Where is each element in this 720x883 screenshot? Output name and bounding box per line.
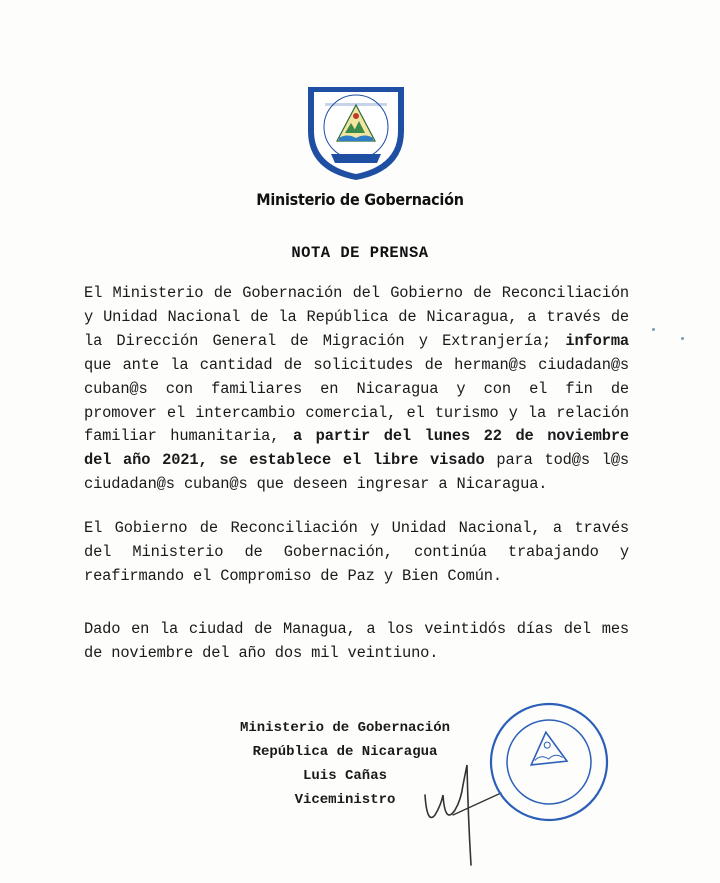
paragraph-text: que ante la cantidad de solicitudes de herman@s ciudadan@s cuban@s con familiares en Nicaragua y con el fin de promover el intercambio comercial, el turismo y la relación familiar humanitaria, [84, 355, 629, 446]
signature-line: Ministerio de Gobernación [239, 720, 451, 736]
scan-speck [681, 337, 684, 340]
paragraph-government: El Gobierno de Reconciliación y Unidad Nacional, a través del Ministerio de Gobernación, continúa trabajando y reafirmando el Compromiso de Paz y Bien Común. [84, 519, 629, 585]
signature-line: Luis Cañas [302, 768, 387, 784]
paragraph-date: Dado en la ciudad de Managua, a los veintidós días del mes de noviembre del año dos mil veintiuno. [84, 620, 629, 662]
paragraph-text: El Ministerio de Gobernación del Gobierno de Reconciliación y Unidad Nacional de la República de Nicaragua, a través de la Dirección General de Migración y Extranjería; [84, 284, 629, 350]
signature-line: República de Nicaragua [252, 744, 438, 760]
ministry-name: Ministerio de Gobernación [256, 190, 464, 209]
bold-text: a partir del lunes 22 de noviembre del año 2021, se establece el libre visado [84, 427, 629, 470]
ministry-logo-icon [305, 83, 407, 183]
paragraph-text: para tod@s l@s ciudadan@s cuban@s que deseen ingresar a Nicaragua. [84, 451, 629, 494]
bold-text: informa [565, 331, 629, 350]
paragraph-announcement [84, 282, 629, 497]
signature-line: Viceministro [294, 792, 396, 808]
scan-speck [652, 328, 655, 331]
document-title: NOTA DE PRENSA [291, 244, 429, 262]
official-stamp-icon [487, 697, 611, 827]
